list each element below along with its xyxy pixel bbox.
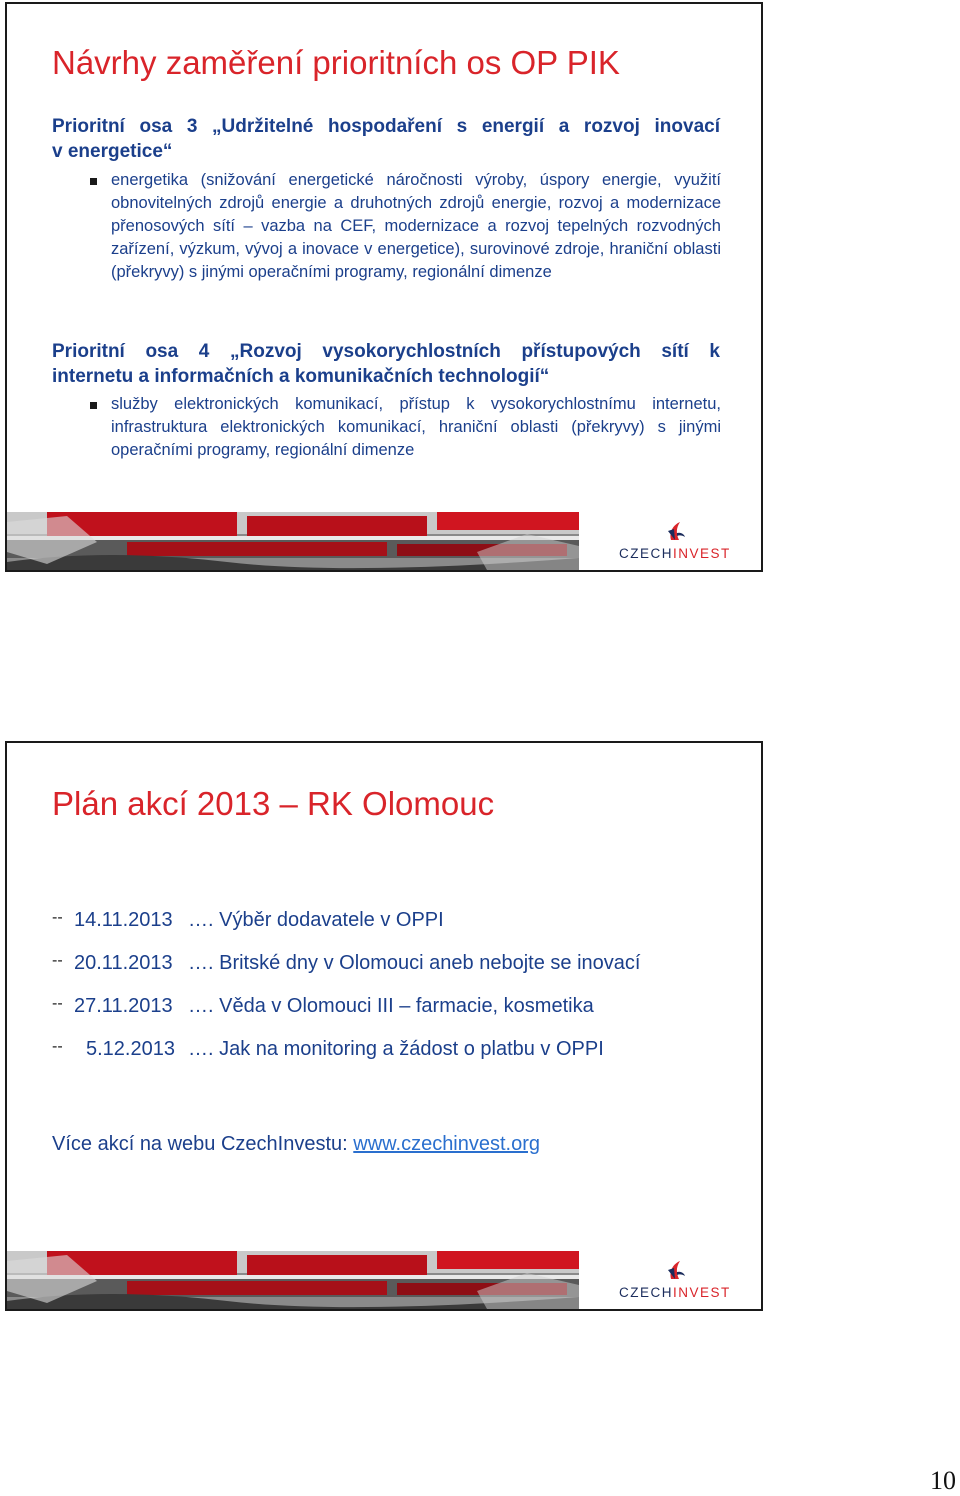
logo-text-czech: CZECH xyxy=(619,546,673,561)
priority-axis-4-heading xyxy=(52,339,720,389)
bullet-icon xyxy=(90,402,97,409)
event-description: …. Věda v Olomouci III – farmacie, kosmetika xyxy=(188,995,594,1017)
czechinvest-logo-text xyxy=(619,546,729,561)
more-events-text: Více akcí na webu CzechInvestu: xyxy=(52,1133,354,1155)
footer-banner-image xyxy=(7,512,579,570)
heading-line: internetu a informačních a komunikačních technologií“ xyxy=(52,366,550,387)
event-dash: -- xyxy=(52,1038,63,1055)
czechinvest-logo-text xyxy=(619,1285,729,1300)
priority-axis-3-heading xyxy=(52,114,720,164)
event-description: …. Jak na monitoring a žádost o platbu v OPPI xyxy=(188,1038,604,1060)
event-dash: -- xyxy=(52,909,63,926)
czechinvest-logo xyxy=(619,1259,729,1303)
priority-axis-3-bullet: energetika (snižování energetické náročnosti výroby, úspory energie, využití obnovitelných zdrojů energie a druhotných zdrojů energie, rozvoj a modernizace přenosových sítí – vazba na CEF, modernizace a rozvoj tepelných rozvodných zařízení, výzkum, vývoj a inovace v energetice), surovinové zdroje, hraniční oblasti (překryvy) s jinými operačními programy, regionální dimenze xyxy=(111,171,721,281)
slide-footer xyxy=(7,512,761,570)
slide-1 xyxy=(5,2,763,572)
logo-text-invest: INVEST xyxy=(673,546,731,561)
bullet-icon xyxy=(90,178,97,185)
slide-title: Plán akcí 2013 – RK Olomouc xyxy=(52,785,495,822)
logo-text-czech: CZECH xyxy=(619,1285,673,1300)
slide-2 xyxy=(5,741,763,1311)
czechinvest-logo-mark-icon xyxy=(619,520,729,546)
event-description: …. Britské dny v Olomouci aneb nebojte se inovací xyxy=(188,952,641,974)
czechinvest-logo-mark-icon xyxy=(619,1259,729,1285)
event-dash: -- xyxy=(52,952,63,969)
priority-axis-4-bullet: služby elektronických komunikací, přístup k vysokorychlostnímu internetu, infrastruktura elektronických komunikací, hraniční oblasti (překryvy) s jinými operačními programy, regionální dimenze xyxy=(111,395,721,459)
heading-line: v energetice“ xyxy=(52,141,173,162)
event-description: …. Výběr dodavatele v OPPI xyxy=(188,909,444,931)
event-date: 14.11.2013 xyxy=(74,909,173,931)
heading-line: Prioritní osa 4 „Rozvoj vysokorychlostních přístupových sítí k xyxy=(52,341,720,362)
slide-title: Návrhy zaměření prioritních os OP PIK xyxy=(52,44,620,81)
more-events-line xyxy=(52,1133,540,1156)
event-date: 20.11.2013 xyxy=(74,952,173,974)
czechinvest-website-link[interactable]: www.czechinvest.org xyxy=(353,1133,541,1155)
event-date: 5.12.2013 xyxy=(86,1038,175,1060)
slide-footer xyxy=(7,1251,761,1309)
heading-line: Prioritní osa 3 „Udržitelné hospodaření s energií a rozvoj inovací xyxy=(52,116,720,137)
event-date: 27.11.2013 xyxy=(74,995,173,1017)
footer-banner-image xyxy=(7,1251,579,1309)
czechinvest-logo xyxy=(619,520,729,564)
page-number: 10 xyxy=(930,1466,956,1495)
event-dash: -- xyxy=(52,995,63,1012)
logo-text-invest: INVEST xyxy=(673,1285,731,1300)
